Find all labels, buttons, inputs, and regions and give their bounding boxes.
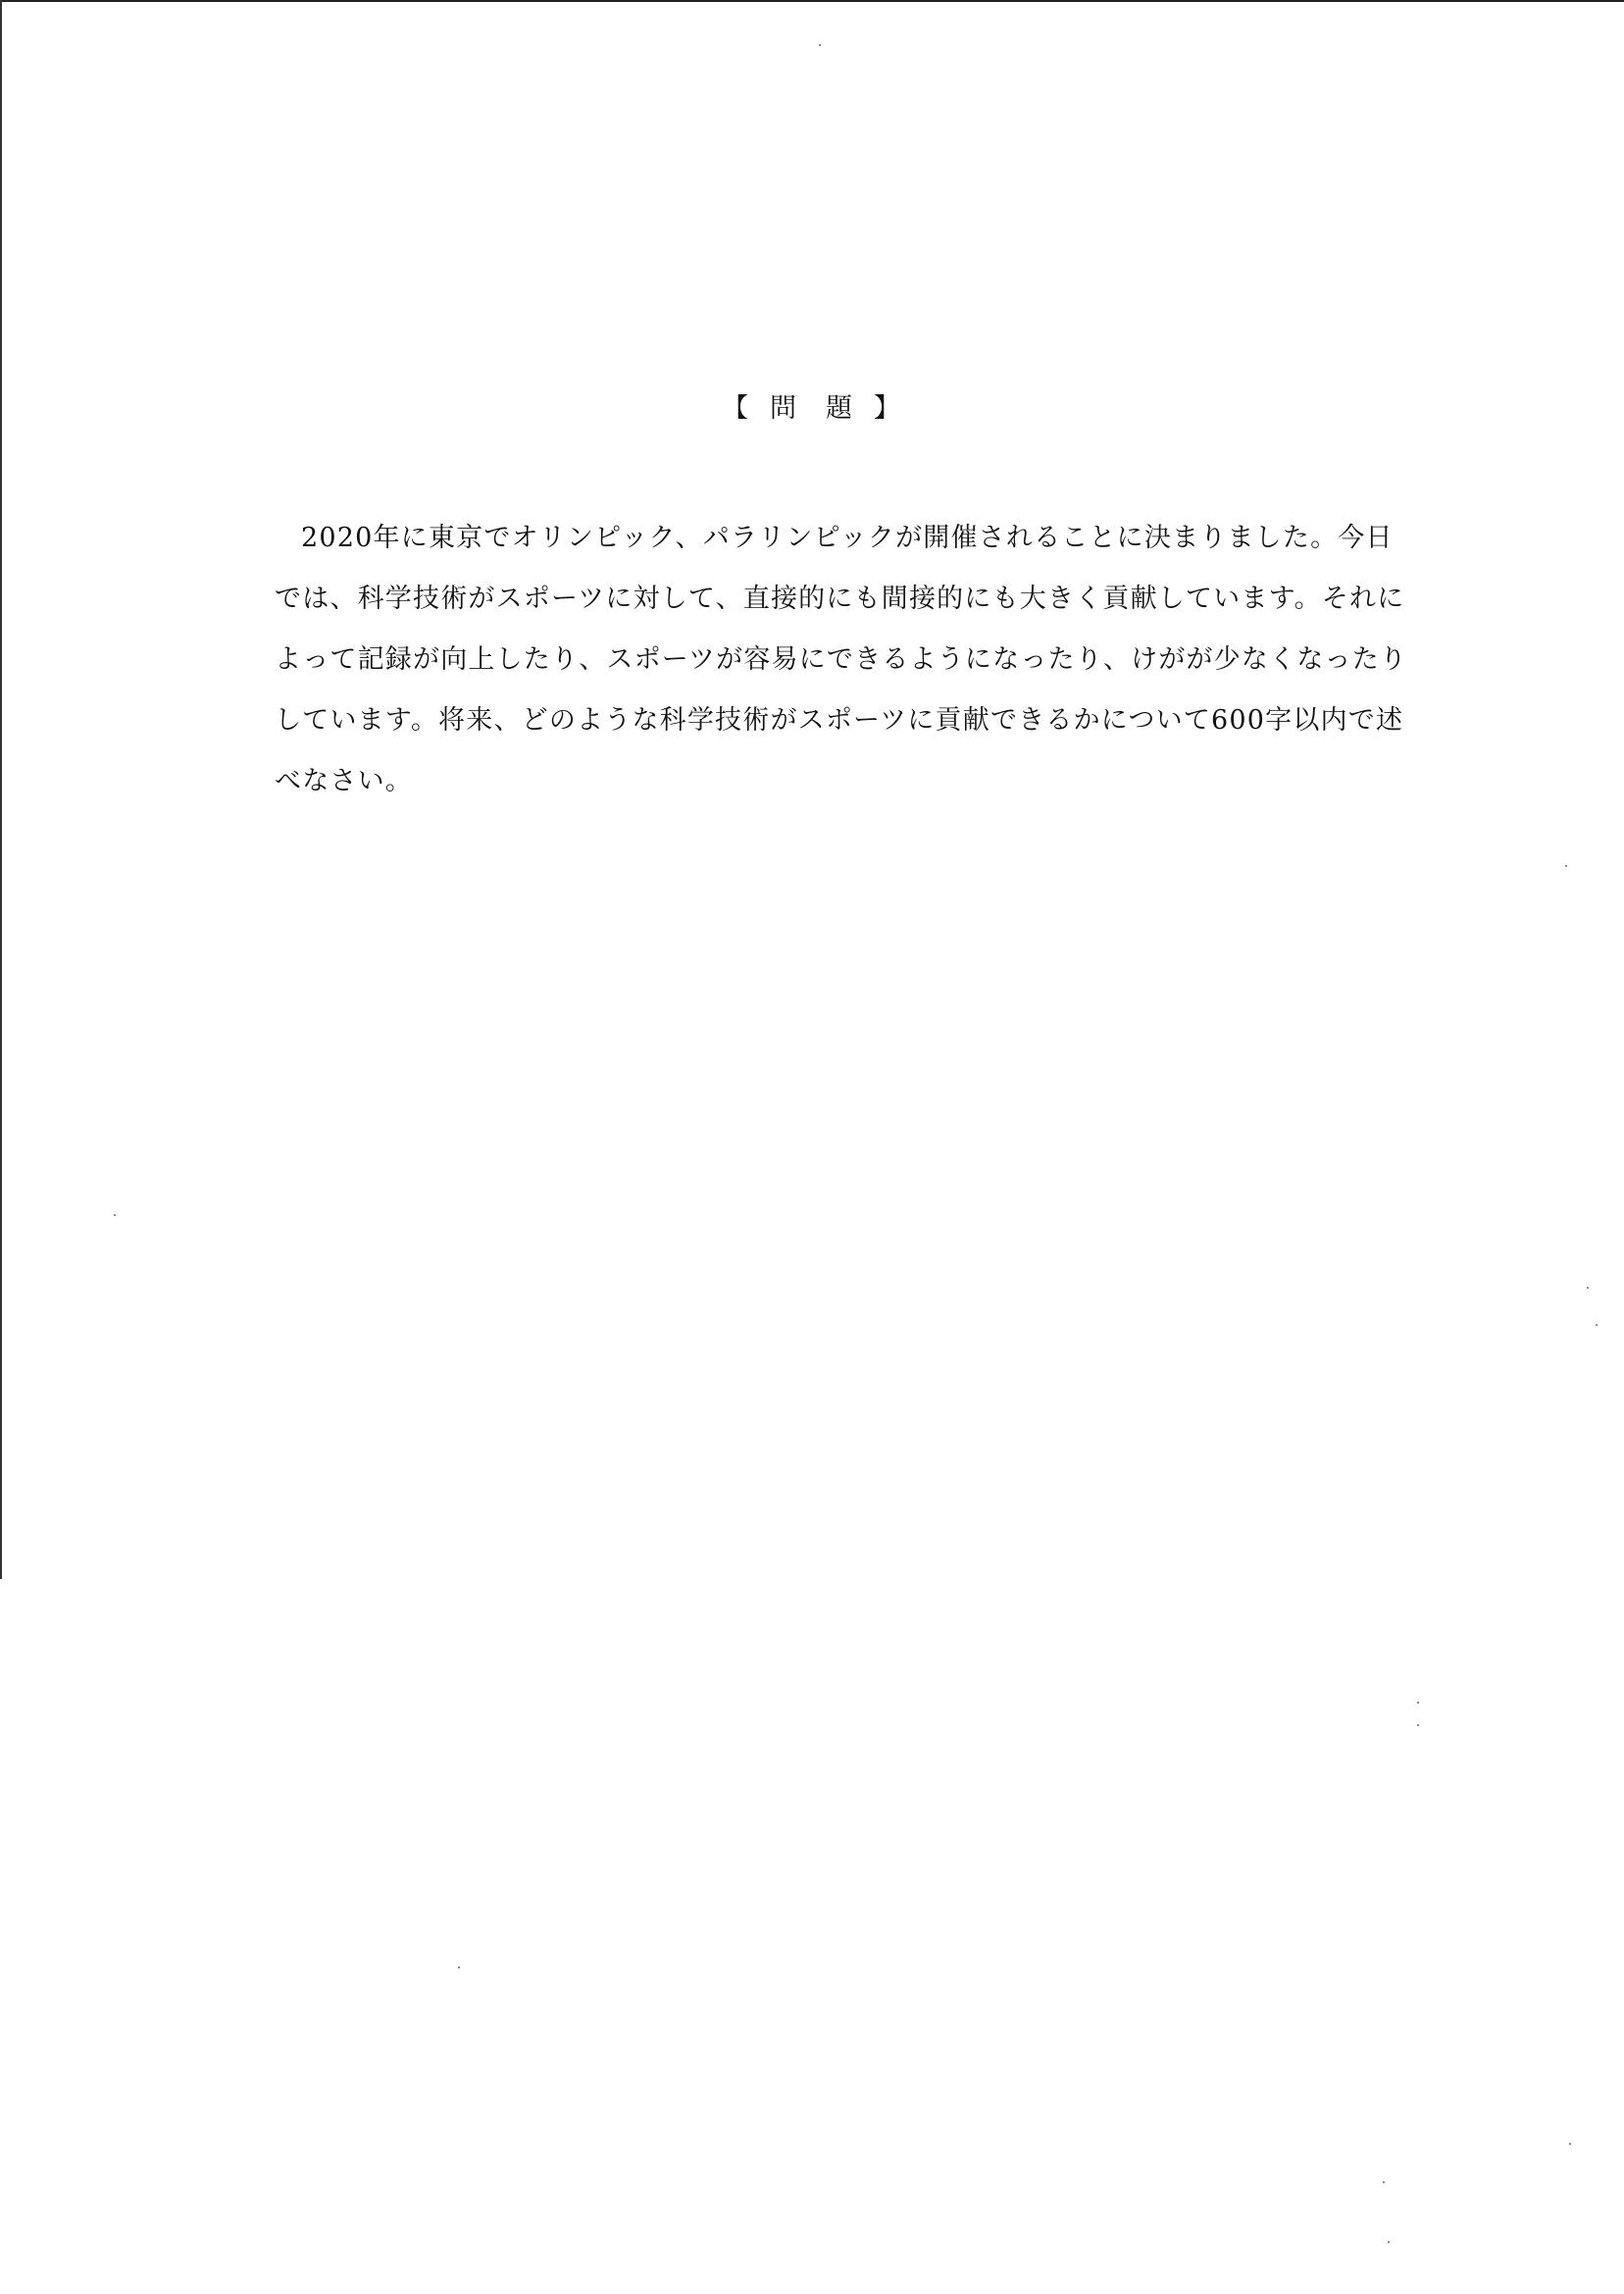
scan-speck — [1565, 865, 1567, 867]
title-char-1: 問 — [770, 393, 798, 424]
scan-speck — [1417, 1724, 1419, 1726]
scan-speck — [1596, 1324, 1598, 1326]
scan-speck — [114, 1214, 116, 1216]
scan-speck — [1417, 1702, 1419, 1704]
scan-edge-top — [0, 0, 1624, 2]
scan-edge-left — [0, 0, 2, 1579]
scan-speck — [1569, 2143, 1571, 2145]
title-close-bracket: 】 — [874, 393, 902, 424]
question-paragraph — [275, 508, 1408, 812]
title-open-bracket: 【 — [722, 393, 750, 424]
paragraph-line-3: よって記録が向上したり、スポーツが容易にできるようになったり、けがが少なくなったり — [275, 644, 1408, 675]
scan-speck — [1587, 1287, 1589, 1289]
title-char-2: 題 — [826, 393, 854, 424]
page-title — [0, 386, 1624, 425]
scan-speck — [819, 44, 821, 46]
paragraph-line-1: 2020年に東京でオリンピック、パラリンピックが開催されることに決まりました。今日 — [301, 523, 1394, 553]
paragraph-line-4: しています。将来、どのような科学技術がスポーツに貢献できるかについて600字以内で述 — [275, 705, 1404, 736]
paragraph-line-5: べなさい。 — [275, 766, 413, 796]
scan-speck — [1388, 2241, 1390, 2243]
scan-speck — [1383, 2181, 1385, 2183]
scan-speck — [458, 1966, 460, 1968]
paragraph-line-2: では、科学技術がスポーツに対して、直接的にも間接的にも大きく貢献しています。それに — [275, 584, 1405, 614]
